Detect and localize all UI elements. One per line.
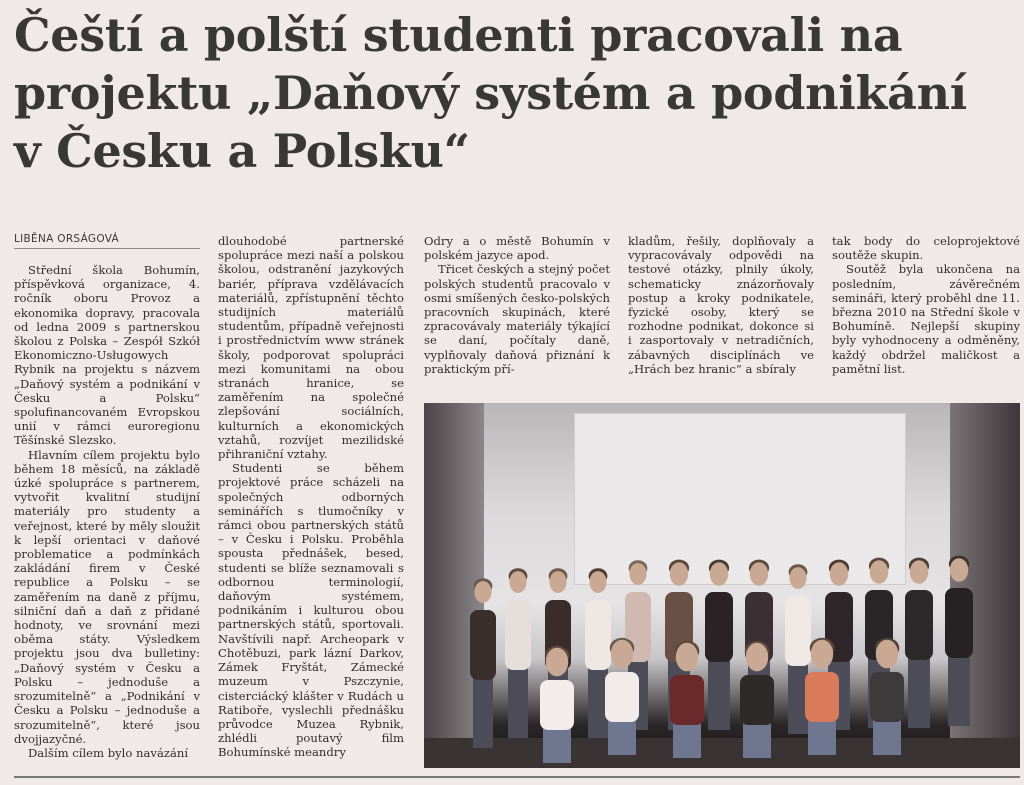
student-figure bbox=[705, 560, 733, 730]
paragraph: kladům, řešily, doplňovaly a vypracovávaly odpovědi na testové otázky, plnily úkoly, schematicky znázorňovaly postup a kroky podnikatele, fyzické osoby, který se rozhodne podnikat, dokonce si i zasportovaly v netradičních, zábavných disciplínách ve „Hrách bez hranic“ a sbíraly bbox=[628, 234, 814, 376]
headline-line: Čeští a polští studenti pracovali na bbox=[14, 8, 903, 62]
article-column-3 bbox=[424, 234, 610, 394]
group-photo bbox=[424, 403, 1020, 768]
article-column-5 bbox=[832, 234, 1020, 394]
student-figure bbox=[505, 568, 531, 738]
bottom-divider bbox=[14, 776, 1020, 778]
paragraph: tak body do celoprojektové soutěže skupin. bbox=[832, 234, 1020, 263]
paragraph: Střední škola Bohumín, příspěvková organizace, 4. ročník oboru Provoz a ekonomika dopravy, pracovala od ledna 2009 s partnerskou školou z Polska – Zespół Szkół Ekonomiczno-Usługowych Rybnik na projektu s názvem „Daňový systém a podnikání v Česku a Polsku“ spolufinancovaném Evropskou unií v rámci euroregionu Těšínské Slezsko. bbox=[14, 263, 200, 448]
article-column-1 bbox=[14, 263, 200, 775]
paragraph: Studenti se během projektové práce scházeli na společných odborných seminářích s tlumočníky v rámci obou partnerských států – v Česku i Polsku. Proběhla spousta přednášek, besed, studenti se blíže seznamovali s odbornou terminologií, daňovým systémem, podnikáním i kulturou obou partnerských států, sportovali. Navštívili např. Archeopark v Chotěbuzi, park lázní Darkov, Zámek Fryštát, Zámecké muzeum v Pszczynie, cisterciácký klášter v Rudách u Ratiboře, vyslechli přednášku průvodce Muzea Rybnik, zhlédli poutavý film Bohumínské meandry bbox=[218, 461, 404, 760]
article-column-4 bbox=[628, 234, 814, 394]
student-figure bbox=[470, 578, 496, 748]
headline-line: projektu „Daňový systém a podnikání bbox=[14, 66, 967, 120]
paragraph: Třicet českých a stejný počet polských studentů pracovalo v osmi smíšených česko-polských pracovních skupinách, které zpracovávaly materiály týkající se daní, počítaly daně, vyplňovaly daňová přiznání k praktickým pří- bbox=[424, 262, 610, 376]
paragraph: dlouhodobé partnerské spolupráce mezi naší a polskou školou, odstranění jazykových bariér, příprava vzdělávacích materiálů, zpřístupnění těchto studijních materiálů studentům, případně veřejnosti i prostřednictvím www stránek školy, podporovat spolupráci mezi komunitami na obou stranách hranice, se zaměřením na společné zlepšování sociálních, kulturních a ekonomických vztahů, rozvíjet mezilidské přihraniční vztahy. bbox=[218, 234, 404, 462]
author-byline: LIBĚNA ORSÁGOVÁ bbox=[14, 233, 200, 249]
paragraph: Hlavním cílem projektu bylo během 18 měsíců, na základě úzké spolupráce s partnerem, vytvořit kvalitní studijní materiály pro studenty a veřejnost, které by měly sloužit k lepší orientaci v daňové problematice a podmínkách zakládání firem v České republice a Polsku – se zaměřením na daně z příjmu, silniční daň a daň z přidané hodnoty, ve srovnání mezi oběma státy. Výsledkem projektu jsou dva bulletiny: „Daňový systém v Česku a Polsku – jednoduše a srozumitelně“ a „Podnikání v Česku a Polsku – jednoduše a srozumitelně“, které jsou dvojjazyčné. bbox=[14, 447, 200, 746]
student-figure bbox=[945, 556, 973, 726]
students-silhouettes bbox=[424, 403, 1020, 768]
headline-line: v Česku a Polsku“ bbox=[14, 124, 470, 178]
paragraph: Soutěž byla ukončena na posledním, závěrečném semináři, který proběhl dne 11. března 2010 na Střední škole v Bohumíně. Nejlepší skupiny byly vyhodnoceny a odměněny, každý obdržel maličkost a pamětní list. bbox=[832, 262, 1020, 376]
paragraph: Odry a o městě Bohumín v polském jazyce apod. bbox=[424, 234, 610, 263]
student-figure bbox=[905, 558, 933, 728]
article-column-2 bbox=[218, 234, 404, 775]
paragraph: Dalším cílem bylo navázání bbox=[28, 745, 189, 760]
article-headline bbox=[14, 6, 1019, 180]
